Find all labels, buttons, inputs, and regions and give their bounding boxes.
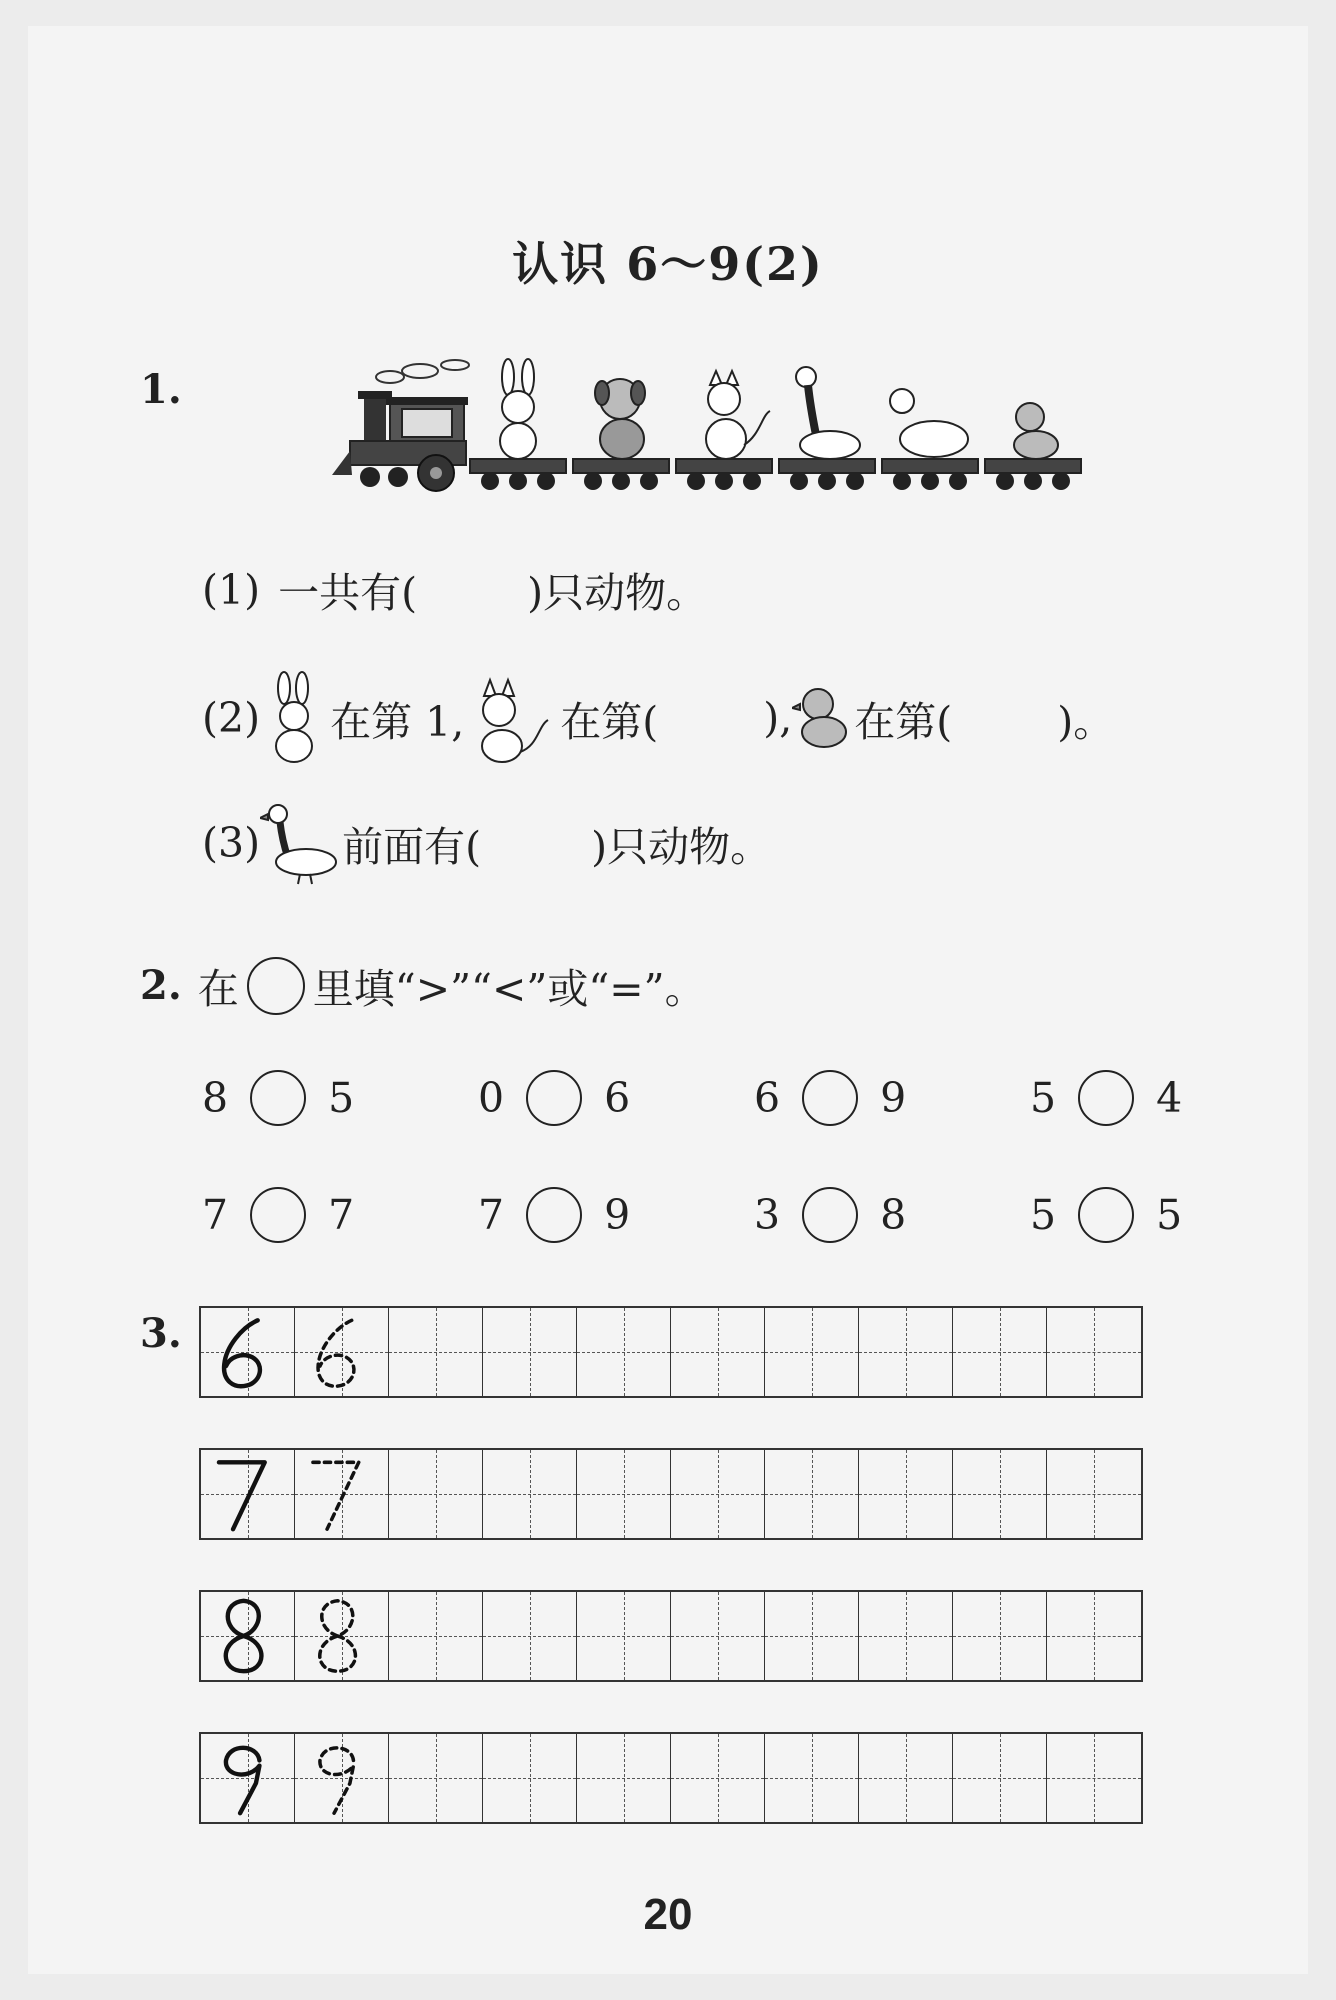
q1-sub1-label: (1) [202,565,261,614]
compare-circle[interactable] [1078,1070,1134,1126]
q1-sub3-after: )只动物。 [591,822,772,871]
writing-cell[interactable] [389,1592,483,1680]
example-circle-icon [247,957,305,1015]
trace-digit-6 [318,1320,354,1386]
writing-cell[interactable] [859,1734,953,1822]
writing-cell[interactable] [1047,1308,1141,1396]
page-number: 20 [643,1890,693,1939]
compare-left: 8 [202,1074,229,1122]
writing-cell [295,1308,389,1396]
duck-icon [890,389,968,457]
compare-left: 6 [754,1074,781,1122]
writing-cell[interactable] [389,1450,483,1538]
q1-sub3 [202,800,771,886]
compare-left: 5 [1030,1191,1057,1239]
goose-icon [796,367,860,459]
question-2-instruction [140,956,706,1015]
question-1-number: 1. [140,366,182,413]
writing-cell [295,1450,389,1538]
compare-right: 7 [328,1191,355,1239]
model-digit-8 [226,1601,262,1671]
writing-cell[interactable] [483,1734,577,1822]
compare-right: 5 [328,1074,355,1122]
writing-cell[interactable] [389,1734,483,1822]
compare-item [478,1070,630,1126]
writing-cell[interactable] [671,1734,765,1822]
writing-cell [295,1734,389,1822]
writing-cell[interactable] [483,1450,577,1538]
compare-circle[interactable] [802,1070,858,1126]
writing-cell[interactable] [953,1308,1047,1396]
compare-left: 3 [754,1191,781,1239]
cat-icon [464,670,560,766]
writing-cell [201,1592,295,1680]
compare-left: 7 [202,1191,229,1239]
compare-left: 5 [1030,1074,1057,1122]
compare-circle[interactable] [250,1187,306,1243]
compare-right: 8 [880,1191,907,1239]
compare-right: 4 [1156,1074,1183,1122]
q1-sub2-label: (2) [202,694,261,742]
writing-cell[interactable] [859,1308,953,1396]
compare-right: 5 [1156,1191,1183,1239]
writing-cell [201,1734,295,1822]
writing-cell[interactable] [1047,1450,1141,1538]
page-title: 认识 6～9(2) [512,237,824,291]
smoke-icon [376,360,469,383]
writing-cell [201,1450,295,1538]
compare-item [478,1187,630,1243]
compare-circle[interactable] [526,1070,582,1126]
writing-cell[interactable] [577,1734,671,1822]
chick-icon [1014,403,1058,459]
question-2-number: 2. [140,962,182,1009]
chick-icon [792,678,854,758]
cat-icon [706,371,770,459]
q1-sub2-part1: 在第 1, [330,697,465,746]
compare-circle[interactable] [802,1187,858,1243]
q1-sub2 [202,670,1114,766]
writing-grid-row [199,1306,1143,1398]
compare-item [1030,1187,1182,1243]
compare-left: 0 [478,1074,505,1122]
compare-item [754,1070,906,1126]
writing-grid-row [199,1448,1143,1540]
writing-cell[interactable] [1047,1734,1141,1822]
writing-cell [295,1592,389,1680]
writing-grid-row [199,1590,1143,1682]
q2-instruction-post: 里填“>”“<”或“=”。 [312,965,706,1013]
goose-icon [260,800,342,886]
rabbit-icon [500,359,536,459]
q2-instruction-pre: 在 [197,965,239,1013]
dog-icon [595,379,645,459]
question-3-number: 3. [140,1310,182,1357]
q1-sub1 [202,560,707,619]
writing-cell[interactable] [1047,1592,1141,1680]
writing-cell[interactable] [389,1308,483,1396]
writing-cell[interactable] [953,1734,1047,1822]
writing-cell[interactable] [671,1592,765,1680]
writing-cell [201,1308,295,1396]
q1-sub1-after: )只动物。 [527,569,708,617]
writing-cell[interactable] [859,1592,953,1680]
trace-digit-7 [313,1462,359,1529]
writing-cell[interactable] [765,1734,859,1822]
compare-item [754,1187,906,1243]
compare-circle[interactable] [250,1070,306,1126]
writing-cell[interactable] [577,1450,671,1538]
writing-cell[interactable] [577,1308,671,1396]
animal-train-illustration [330,355,1090,505]
compare-left: 7 [478,1191,505,1239]
q1-sub2-part2: 在第( [560,697,659,746]
writing-grid-row [199,1732,1143,1824]
compare-item [202,1187,354,1243]
q1-sub1-before: 一共有( [278,569,418,617]
rabbit-icon [260,670,330,766]
model-digit-9 [226,1748,260,1813]
writing-cell[interactable] [953,1450,1047,1538]
writing-cell[interactable] [577,1592,671,1680]
q1-sub2-part5: )。 [1057,697,1115,746]
compare-right: 9 [880,1074,907,1122]
writing-cell[interactable] [671,1450,765,1538]
trace-digit-9 [320,1748,354,1813]
train-engine-icon [332,391,468,491]
q1-sub2-part4: 在第( [854,697,953,746]
q1-sub2-part3: ), [763,694,793,742]
trace-digit-8 [320,1601,356,1671]
writing-cell[interactable] [765,1308,859,1396]
compare-item [202,1070,354,1126]
q1-sub3-before: 前面有( [342,822,482,871]
model-digit-7 [219,1462,265,1529]
writing-cell[interactable] [765,1592,859,1680]
writing-cell[interactable] [859,1450,953,1538]
model-digit-6 [224,1320,260,1386]
compare-item [1030,1070,1182,1126]
writing-cell[interactable] [953,1592,1047,1680]
writing-cell[interactable] [671,1308,765,1396]
compare-right: 9 [604,1191,631,1239]
writing-cell[interactable] [483,1592,577,1680]
compare-circle[interactable] [526,1187,582,1243]
q1-sub3-label: (3) [202,819,261,867]
writing-cell[interactable] [765,1450,859,1538]
compare-circle[interactable] [1078,1187,1134,1243]
writing-cell[interactable] [483,1308,577,1396]
compare-right: 6 [604,1074,631,1122]
